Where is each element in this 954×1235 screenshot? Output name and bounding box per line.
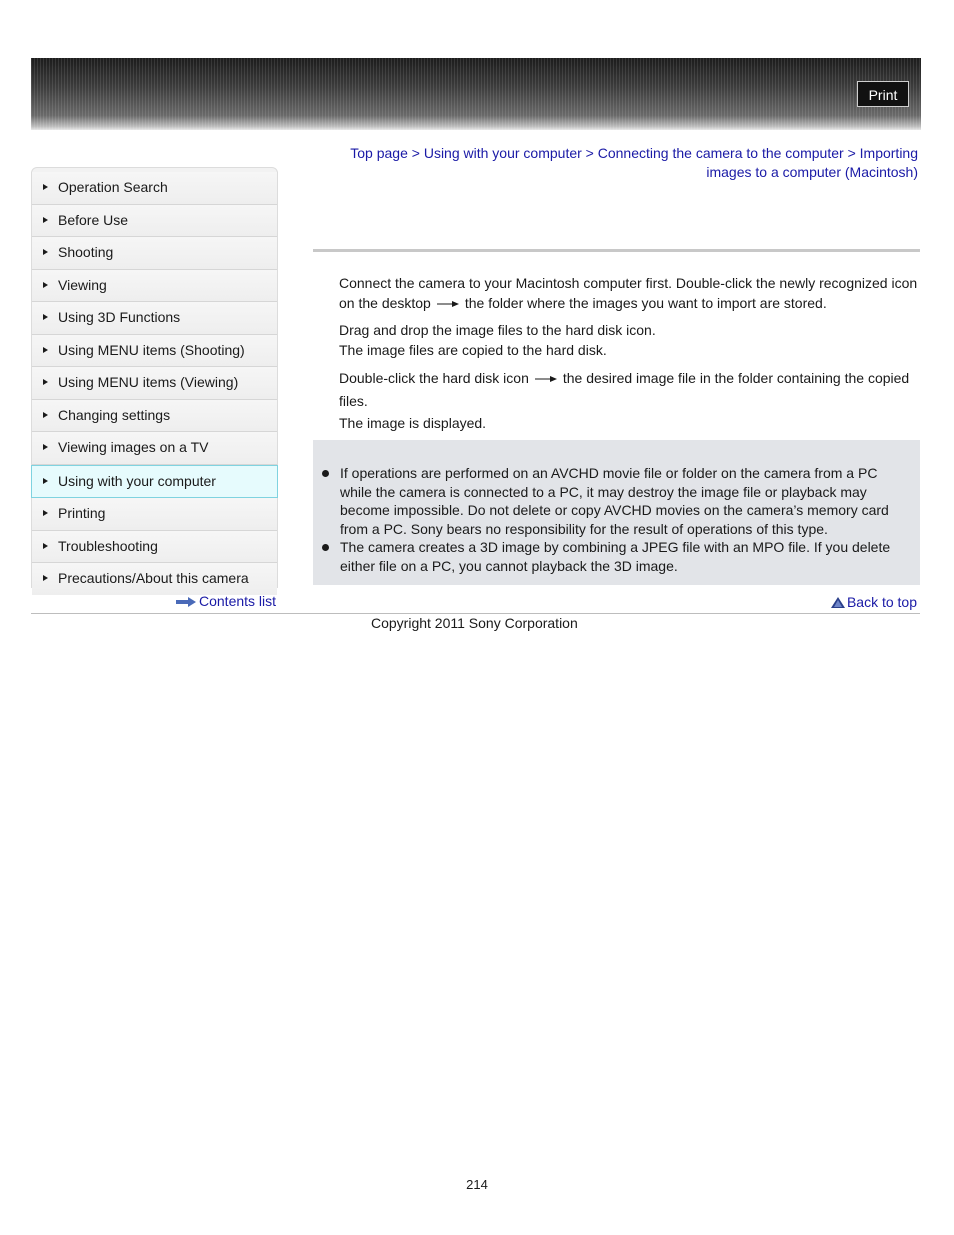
breadcrumb-separator: > <box>585 145 594 161</box>
sidebar-item-label: Using MENU items (Shooting) <box>58 341 245 358</box>
note-text: The camera creates a 3D image by combining a JPEG file with an MPO file. If you delete either file on a PC, you cannot playback the 3D image. <box>340 539 891 574</box>
sidebar-item-label: Using MENU items (Viewing) <box>58 374 239 390</box>
sidebar-item-computer[interactable] <box>31 465 278 499</box>
step-3-result: The image is displayed. <box>339 415 487 431</box>
triangle-right-icon <box>43 217 48 223</box>
sidebar-item-label: Using with your computer <box>58 472 216 489</box>
sidebar-item-changing-settings[interactable] <box>32 400 277 433</box>
copyright-text: Copyright 2011 Sony Corporation <box>371 615 578 631</box>
arrow-right-icon <box>437 300 459 308</box>
triangle-right-icon <box>43 282 48 288</box>
triangle-right-icon <box>43 347 48 353</box>
page-number: 214 <box>466 1177 488 1192</box>
triangle-right-icon <box>43 249 48 255</box>
breadcrumb-link-connecting[interactable]: Connecting the camera to the computer <box>597 145 844 161</box>
sidebar-item-troubleshooting[interactable] <box>32 531 277 564</box>
note-text: If operations are performed on an AVCHD movie file or folder on the camera from a PC while the camera is connected to a PC, it may destroy the image file or playback may become impossible. Do not delete or copy AVCHD movies on the camera’s memory card from a PC. Sony bears no responsibility for the result of operations of this type. <box>340 465 889 537</box>
procedure-steps <box>339 273 919 440</box>
triangle-right-icon <box>43 575 48 581</box>
sidebar-item-label: Viewing <box>58 276 107 293</box>
bullet-icon <box>322 544 329 551</box>
sidebar-item-operation-search[interactable] <box>32 172 277 205</box>
step-3 <box>339 367 919 433</box>
step-2-result: The image files are copied to the hard disk. <box>339 342 607 358</box>
sidebar-item-3d-functions[interactable] <box>32 302 277 335</box>
arrow-right-icon <box>176 597 196 607</box>
sidebar-nav <box>31 167 278 588</box>
bullet-icon <box>322 470 329 477</box>
back-to-top-link[interactable] <box>831 594 917 610</box>
sidebar-item-menu-shooting[interactable] <box>32 335 277 368</box>
note-item <box>340 538 898 575</box>
step-2-text: Drag and drop the image files to the hard disk icon. <box>339 322 656 338</box>
note-item <box>340 464 898 538</box>
triangle-right-icon <box>43 412 48 418</box>
breadcrumb-link-using-computer[interactable]: Using with your computer <box>423 145 582 161</box>
header-banner <box>31 58 921 130</box>
sidebar-item-label: Using 3D Functions <box>58 309 181 325</box>
step-1 <box>339 273 919 313</box>
step-3-text: Double-click the hard disk icon <box>339 370 529 386</box>
breadcrumb-link-top-page[interactable]: Top page <box>350 145 408 161</box>
breadcrumb-separator: > <box>411 145 420 161</box>
step-1-text: Connect the camera to your Macintosh computer first. Double-click the newly recognized icon on the desktop <box>339 275 918 311</box>
triangle-right-icon <box>43 478 48 484</box>
back-to-top-label: Back to top <box>846 594 917 610</box>
triangle-right-icon <box>43 444 48 450</box>
sidebar-item-viewing-tv[interactable] <box>32 432 277 465</box>
sidebar-item-label: Troubleshooting <box>58 537 158 554</box>
sidebar-item-menu-viewing[interactable] <box>32 367 277 400</box>
notes-box <box>313 440 920 585</box>
sidebar-item-viewing[interactable] <box>32 270 277 303</box>
sidebar-item-shooting[interactable] <box>32 237 277 270</box>
contents-list-label: Contents list <box>199 593 277 609</box>
sidebar-item-label: Shooting <box>58 244 114 260</box>
sidebar-item-label: Precautions/About this camera <box>58 570 249 586</box>
triangle-right-icon <box>43 510 48 516</box>
sidebar-item-label: Operation Search <box>58 179 168 195</box>
breadcrumb <box>320 144 918 182</box>
contents-list-link[interactable] <box>176 593 276 609</box>
triangle-right-icon <box>43 379 48 385</box>
breadcrumb-link-importing[interactable]: Importing images to a computer (Macintosh) <box>706 145 918 180</box>
triangle-right-icon <box>43 184 48 190</box>
triangle-right-icon <box>43 543 48 549</box>
sidebar-item-precautions[interactable] <box>32 563 277 595</box>
step-3-text-after: the desired image file in the folder containing the copied files. <box>339 370 910 409</box>
sidebar-item-before-use[interactable] <box>32 205 277 238</box>
breadcrumb-separator: > <box>847 145 856 161</box>
print-button[interactable]: Print <box>857 81 909 107</box>
sidebar-item-label: Viewing images on a TV <box>58 439 209 455</box>
title-divider <box>313 249 920 252</box>
step-1-text-after: the folder where the images you want to import are stored. <box>464 295 827 311</box>
triangle-right-icon <box>43 314 48 320</box>
sidebar-item-label: Printing <box>58 505 106 521</box>
sidebar-item-label: Changing settings <box>58 406 171 423</box>
step-2 <box>339 320 919 360</box>
sidebar-item-label: Before Use <box>58 211 129 228</box>
triangle-up-icon <box>831 597 845 608</box>
sidebar-item-printing[interactable] <box>32 498 277 531</box>
arrow-right-icon <box>535 375 557 383</box>
